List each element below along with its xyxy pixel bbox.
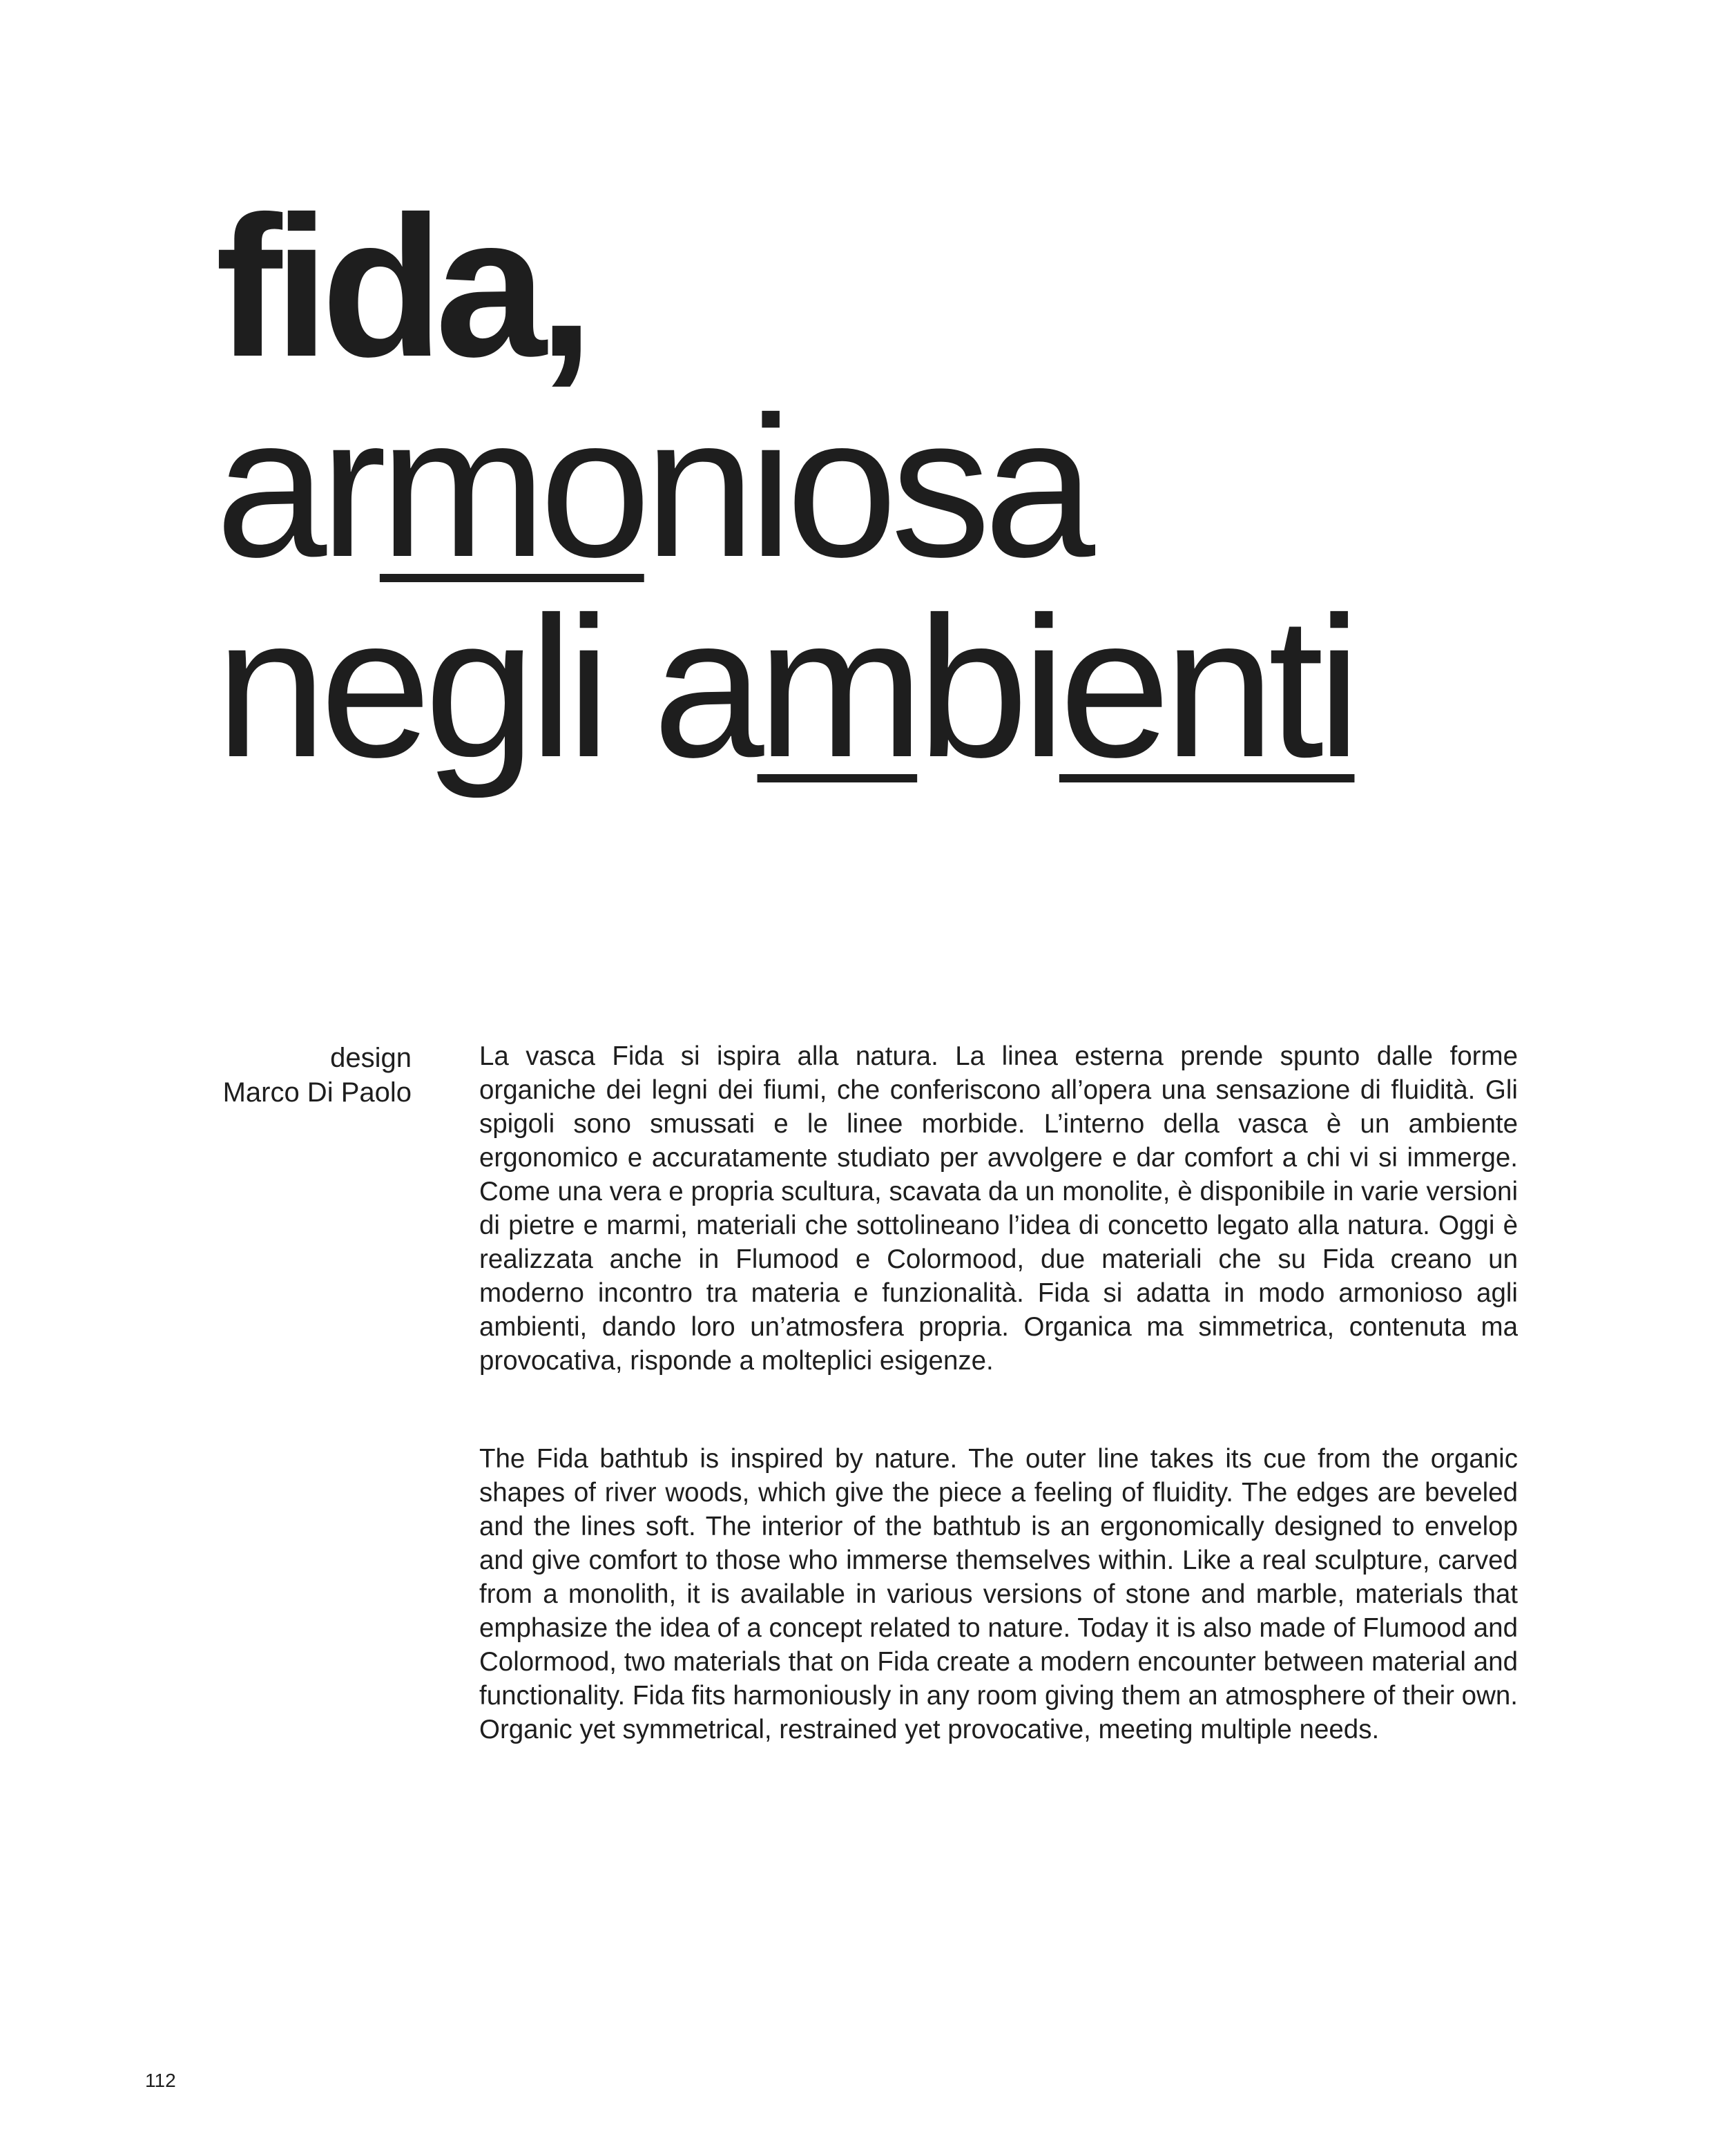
title-line-2-underlined: mo — [379, 375, 644, 599]
page-title — [215, 175, 1597, 799]
credit-name: Marco Di Paolo — [222, 1077, 412, 1108]
title-line-3-underlined-a: m — [757, 575, 918, 799]
credit-role: design — [330, 1043, 412, 1073]
title-line-3-underlined-b: enti — [1059, 575, 1355, 799]
title-line-2-pre: ar — [215, 375, 380, 599]
title-line-3-mid: bi — [917, 575, 1059, 799]
title-line-2 — [215, 375, 1597, 599]
body-text-english: The Fida bathtub is inspired by nature. The outer line takes its cue from the organic shapes of river woods, which give the piece a feeling of fluidity. The edges are beveled and the lines soft. The interior of the bathtub is an ergonomically designed to envelop and give comfort to those who immerse themselves within. Like a real sculpture, carved from a monolith, it is available in various versions of stone and marble, materials that emphasize the idea of a concept related to nature. Today it is also made of Flumood and Colormood, two materials that on Fida create a modern encounter between material and functionality. Fida fits harmoniously in any room giving them an atmosphere of their own. Organic yet symmetrical, restrained yet provocative, meeting multiple needs. — [479, 1444, 1518, 1744]
title-line-1: fida, — [215, 175, 586, 398]
body-text-italian: La vasca Fida si ispira alla natura. La linea esterna prende spunto dalle forme organiche dei legni dei fiumi, che conferiscono all’opera una sensazione di fluidità. Gli spigoli sono smussati e le linee morbide. L’interno della vasca è un ambiente ergonomico e accuratamente studiato per avvolgere e dar comfort a chi vi si immerge. Come una vera e propria scultura, scavata da un monolite, è disponibile in varie versioni di pietre e marmi, materiali che sottolineano l’idea di concetto legato alla natura. Oggi è realizzata anche in Flumood e Colormood, due materiali che su Fida creano un moderno incontro tra materia e funzionalità. Fida si adatta in modo armonioso agli ambienti, dando loro un’atmosfera propria. Organica ma simmetrica, contenuta ma provocativa, risponde a molteplici esigenze. — [479, 1041, 1518, 1376]
title-line-2-post: niosa — [644, 375, 1088, 599]
title-line-3 — [215, 575, 1597, 799]
page-number: 112 — [145, 2070, 176, 2091]
designer-credit — [223, 1041, 412, 1110]
title-line-3-pre: negli a — [215, 575, 758, 799]
